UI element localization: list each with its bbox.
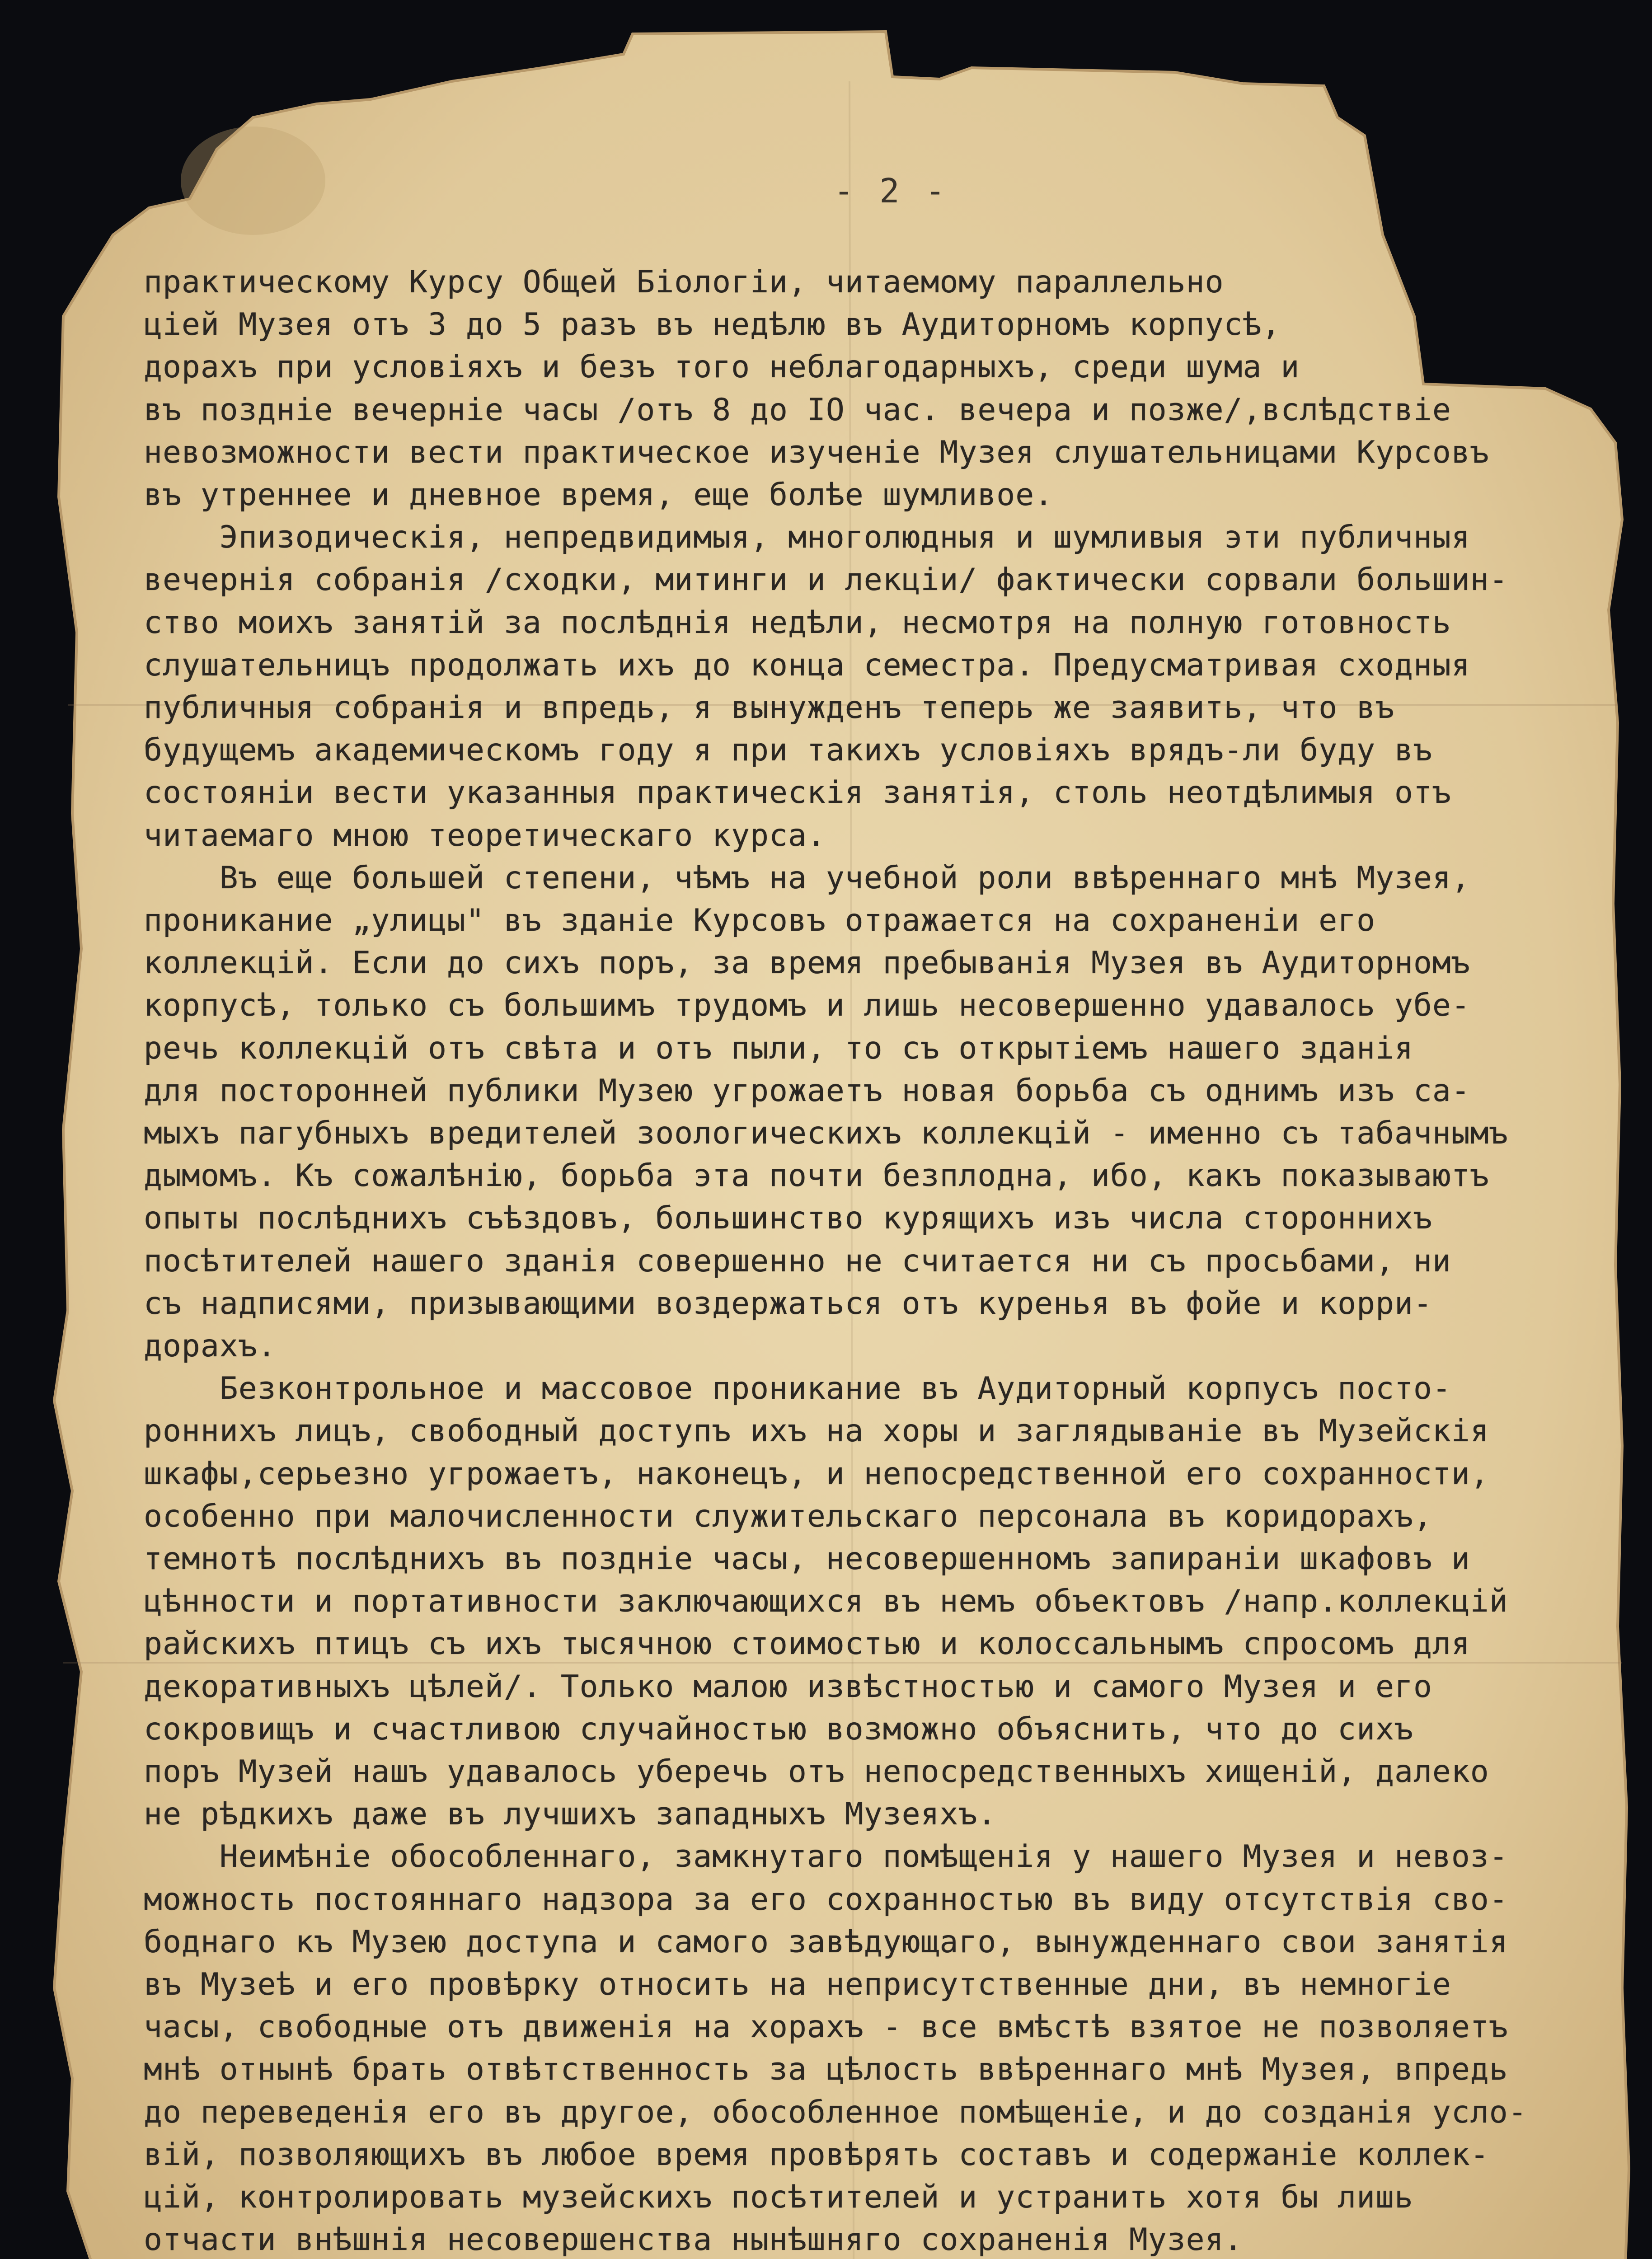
text-line: роннихъ лицъ, свободный доступъ ихъ на хоры и заглядываніе въ Музейскія — [144, 1413, 1489, 1449]
text-line: шкафы,серьезно угрожаетъ, наконецъ, и непосредственной его сохранности, — [144, 1456, 1489, 1492]
text-line: дорахъ при условіяхъ и безъ того неблагодарныхъ, среди шума и — [144, 349, 1300, 385]
text-line: цій, контролировать музейскихъ посѣтителей и устранить хотя бы лишь — [144, 2179, 1413, 2215]
text-line: въ поздніе вечерніе часы /отъ 8 до IO час. вечера и позже/,вслѣдствіе — [144, 392, 1451, 428]
text-line: публичныя собранія и впредь, я вынужденъ теперь же заявить, что въ — [144, 690, 1395, 726]
text-line: вій, позволяющихъ въ любое время провѣрять составъ и содержаніе коллек- — [144, 2137, 1489, 2173]
text-line: ство моихъ занятій за послѣднія недѣли, несмотря на полную готовность — [144, 605, 1451, 641]
text-line: въ Музеѣ и его провѣрку относить на неприсутственные дни, въ немногіе — [144, 1967, 1451, 2002]
text-line: невозможности вести практическое изученіе Музея слушательницами Курсовъ — [144, 434, 1489, 470]
text-line: состояніи вести указанныя практическія занятія, столь неотдѣлимыя отъ — [144, 775, 1451, 811]
text-line: не рѣдкихъ даже въ лучшихъ западныхъ Музеяхъ. — [144, 1796, 997, 1833]
text-line: речь коллекцій отъ свѣта и отъ пыли, то съ открытіемъ нашего зданія — [144, 1030, 1413, 1066]
text-line: цѣнности и портативности заключающихся въ немъ объектовъ /напр.коллекцій — [144, 1584, 1508, 1620]
text-line: Эпизодическія, непредвидимыя, многолюдныя и шумливыя эти публичныя — [144, 520, 1470, 556]
text-line: съ надписями, призывающими воздержаться отъ куренья въ фойе и корри- — [144, 1285, 1432, 1322]
text-line: для посторонней публики Музею угрожаетъ новая борьба съ однимъ изъ са- — [144, 1073, 1470, 1109]
text-line: боднаго къ Музею доступа и самого завѣдующаго, вынужденнаго свои занятія — [144, 1924, 1508, 1960]
text-line: практическому Курсу Общей Біологіи, читаемому параллельно — [144, 264, 1224, 300]
text-line: темнотѣ послѣднихъ въ поздніе часы, несовершенномъ запираніи шкафовъ и — [144, 1541, 1470, 1577]
text-line: проникание „улицы" въ зданіе Курсовъ отражается на сохраненіи его — [144, 903, 1376, 938]
text-line: коллекцій. Если до сихъ поръ, за время пребыванія Музея въ Аудиторномъ — [144, 945, 1470, 981]
text-line: дорахъ. — [144, 1328, 277, 1364]
text-line: мнѣ отнынѣ брать отвѣтственность за цѣлость ввѣреннаго мнѣ Музея, впредь — [144, 2052, 1508, 2088]
text-line: декоративныхъ цѣлей/. Только малою извѣстностью и самого Музея и его — [144, 1668, 1432, 1705]
text-line: до переведенія его въ другое, обособленное помѣщеніе, и до созданія усло- — [144, 2094, 1527, 2130]
text-line: Неимѣніе обособленнаго, замкнутаго помѣщенія у нашего Музея и невоз- — [144, 1839, 1508, 1875]
text-line: дымомъ. Къ сожалѣнію, борьба эта почти безплодна, ибо, какъ показываютъ — [144, 1158, 1489, 1194]
text-line: слушательницъ продолжать ихъ до конца семестра. Предусматривая сходныя — [144, 647, 1470, 683]
text-line: посѣтителей нашего зданія совершенно не считается ни съ просьбами, ни — [144, 1243, 1451, 1279]
text-line: Безконтрольное и массовое проникание въ Аудиторный корпусъ посто- — [144, 1371, 1451, 1407]
text-line: вечернія собранія /сходки, митинги и лекціи/ фактически сорвали большин- — [144, 562, 1508, 598]
text-line: сокровищъ и счастливою случайностью возможно объяснить, что до сихъ — [144, 1711, 1413, 1747]
page-number: - 2 - — [834, 172, 948, 211]
text-line: будущемъ академическомъ году я при такихъ условіяхъ врядъ-ли буду въ — [144, 732, 1432, 769]
text-line: райскихъ птицъ съ ихъ тысячною стоимостью и колоссальнымъ спросомъ для — [144, 1626, 1470, 1662]
text-line: особенно при малочисленности служительскаго персонала въ коридорахъ, — [144, 1498, 1432, 1534]
text-line: мыхъ пагубныхъ вредителей зоологическихъ коллекцій - именно съ табачнымъ — [144, 1115, 1508, 1151]
text-line: въ утреннее и дневное время, еще болѣе шумливое. — [144, 477, 1054, 513]
text-line: читаемаго мною теоретическаго курса. — [144, 817, 826, 853]
text-line: Въ еще большей степени, чѣмъ на учебной роли ввѣреннаго мнѣ Музея, — [144, 860, 1470, 896]
text-line: отчасти внѣшнія несовершенства нынѣшняго сохраненія Музея. — [144, 2222, 1243, 2258]
text-line: можность постояннаго надзора за его сохранностью въ виду отсутствія сво- — [144, 1881, 1508, 1917]
text-line: корпусѣ, только съ большимъ трудомъ и лишь несовершенно удавалось убе- — [144, 988, 1470, 1024]
text-line: ціей Музея отъ 3 до 5 разъ въ недѣлю въ Аудиторномъ корпусѣ, — [144, 307, 1281, 343]
text-line: часы, свободные отъ движенія на хорахъ - все вмѣстѣ взятое не позволяетъ — [144, 2009, 1508, 2045]
text-line: поръ Музей нашъ удавалось уберечь отъ непосредственныхъ хищеній, далеко — [144, 1754, 1489, 1790]
text-line: опыты послѣднихъ съѣздовъ, большинство курящихъ изъ числа стороннихъ — [144, 1200, 1432, 1237]
